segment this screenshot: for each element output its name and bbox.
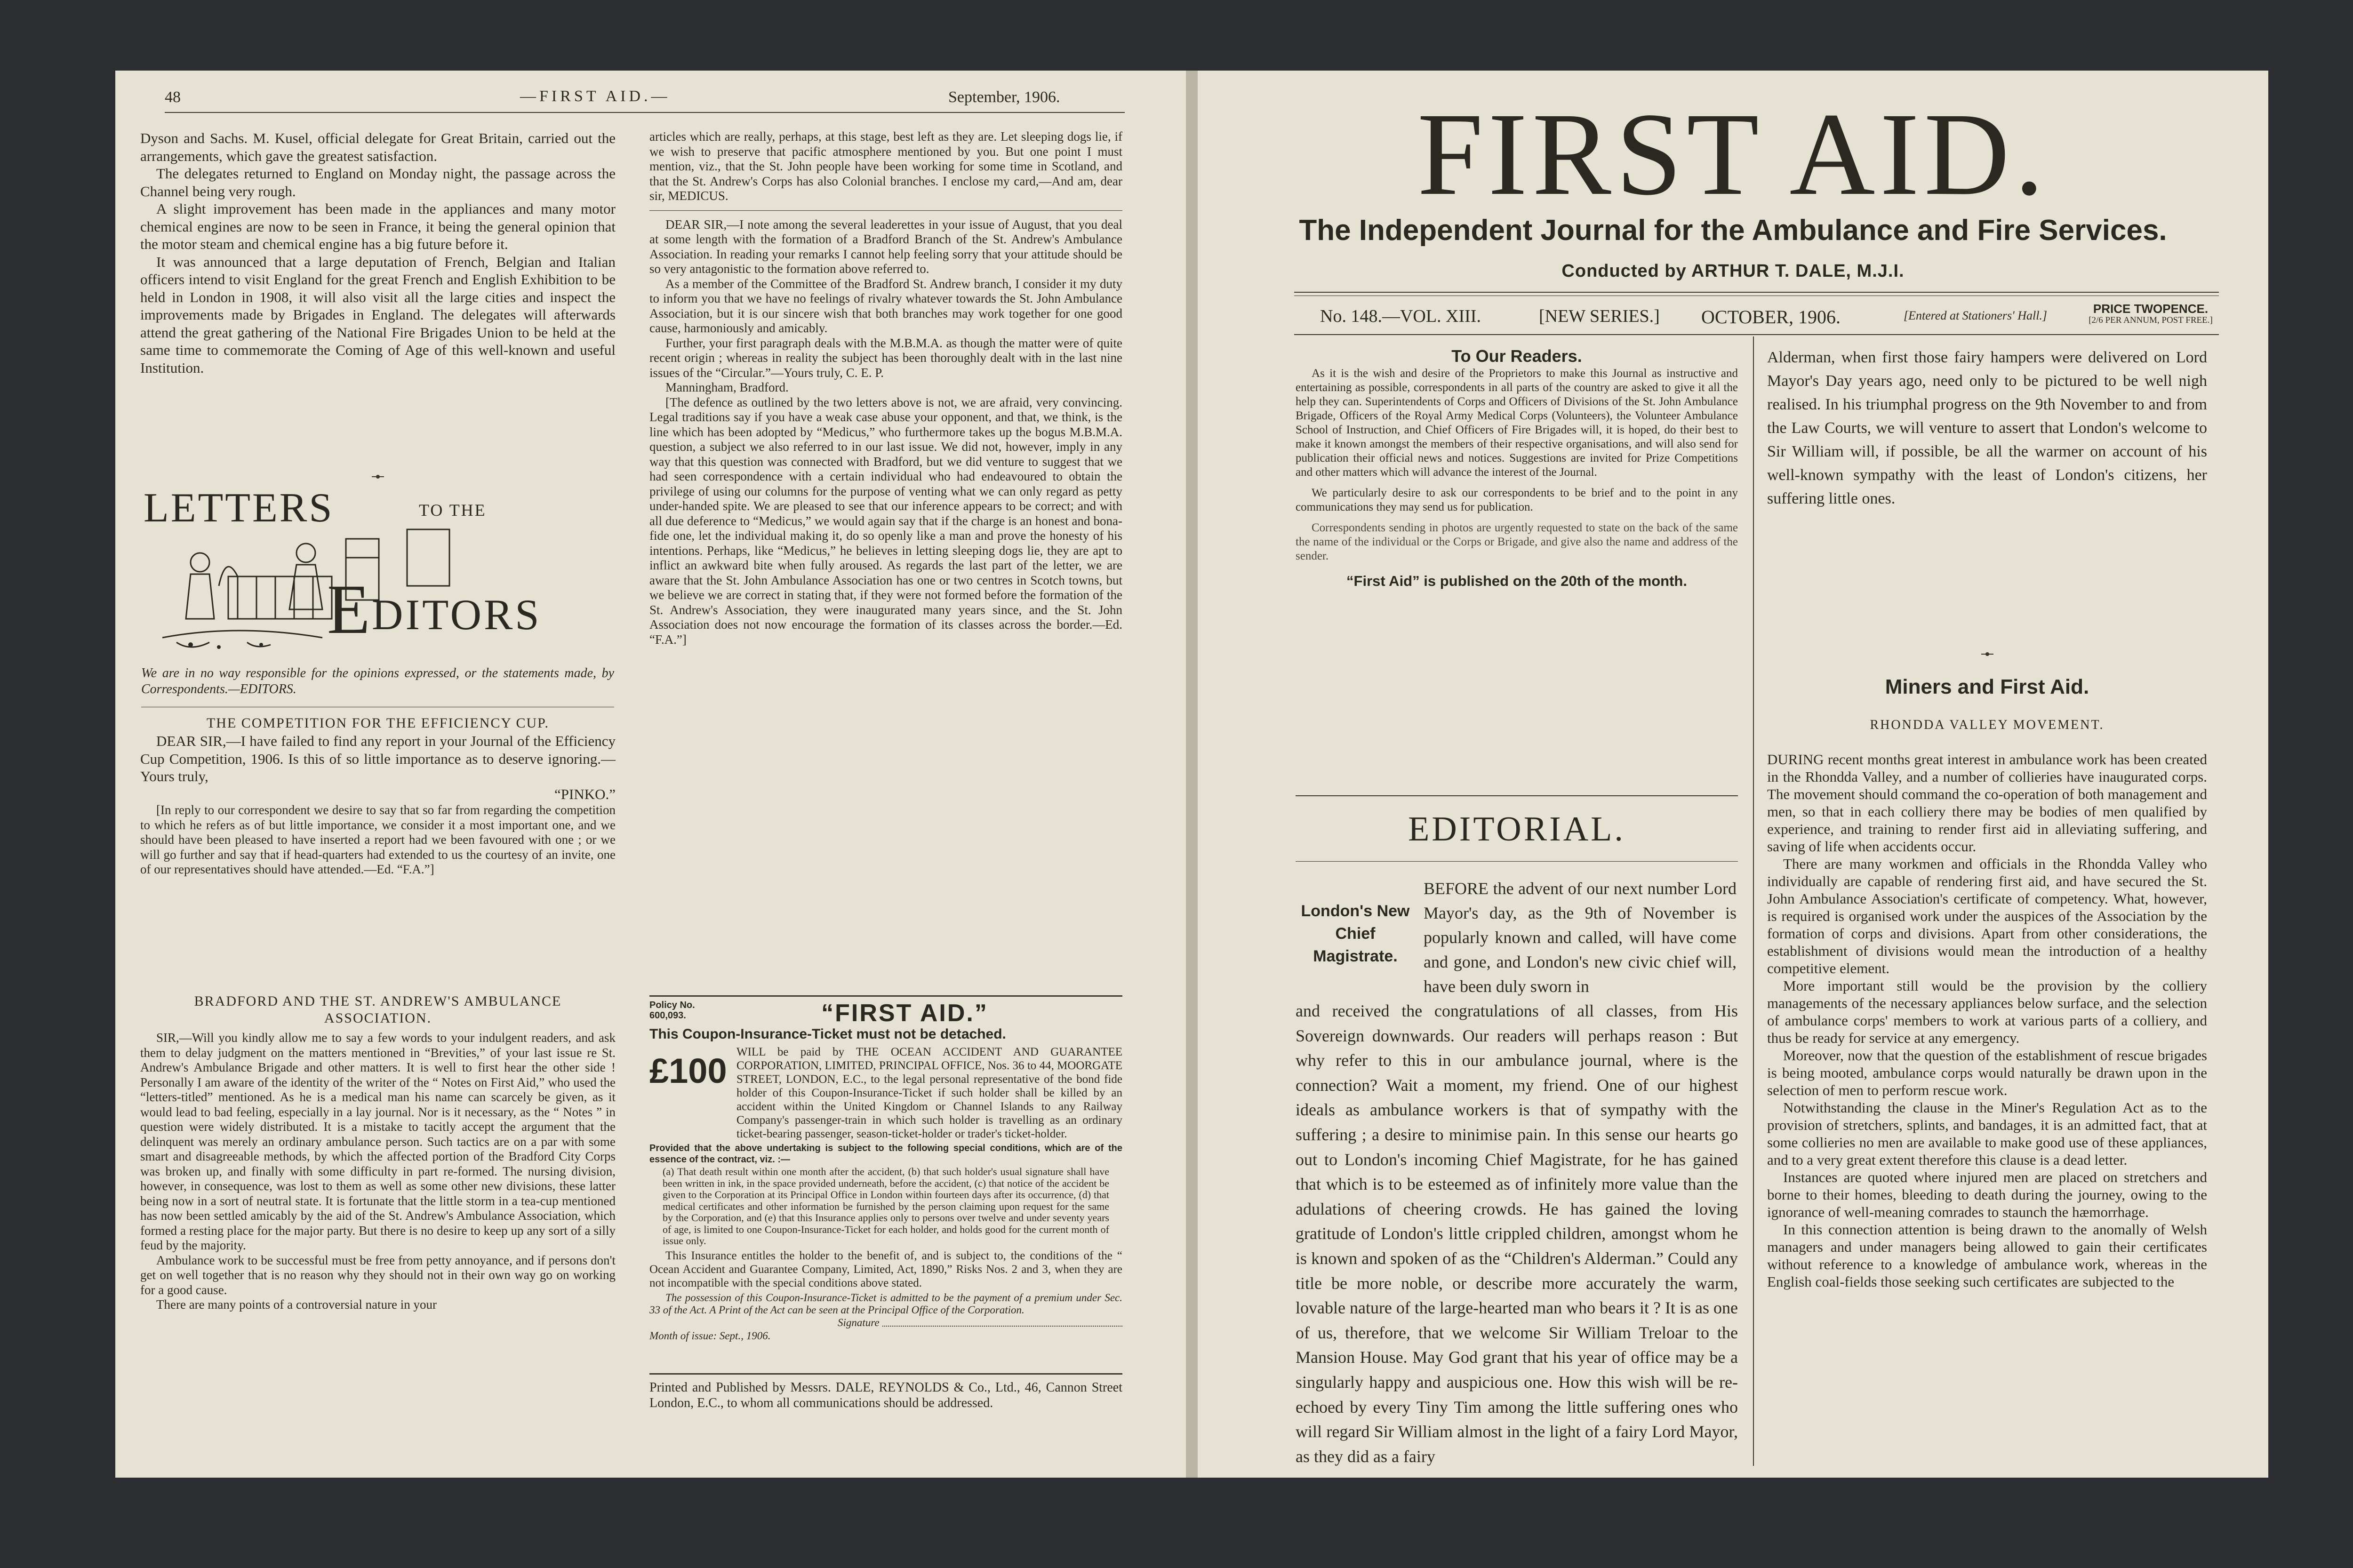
paragraph: More important still would be the provision by the colliery managements of the necessary appliances below surface, and the selection of ambulance corps' members to work at various parts of a colliery, and thus be ready for service at any emergency. [1767, 977, 2207, 1046]
series: [NEW SERIES.] [1539, 306, 1660, 326]
paragraph: Instances are quoted where injured men are placed on stretchers and borne to their homes, bleeding to death during the journey, owing to the ignorance of well-meaning comrades to staunch the hæmorrhage. [1767, 1169, 2207, 1220]
paragraph: There are many workmen and officials in the Rhondda Valley who individually are capable of rendering first aid, and have secured the St. John Ambulance Association's certificate of competency. What, however, is required is organised work under the auspices of the Association by the formation of corps and divisions. Apart from other considerations, the establishment of divisions would mean the introduction of a healthy competitive element. [1767, 856, 2207, 976]
left-column-1 [140, 129, 616, 376]
divider-rule [649, 210, 1122, 211]
paragraph: The delegates returned to England on Monday night, the passage across the Channel being very rough. [140, 165, 616, 200]
section-heading: BRADFORD AND THE ST. ANDREW'S AMBULANCE ASSOCIATION. [194, 993, 562, 1026]
paragraph: SIR,—Will you kindly allow me to say a few words to your indulgent readers, and ask them to delay judgment on the matters mentioned in “Brevities,” of your last issue re St. Andrew's Ambulance Brigade and other matters. It is well to first hear the other side ! Personally I am aware of the identity of the writer of the “ Notes on First Aid,” who used the “letters-titled” mentioned. As he is a medical man his name can scarcely be given, as it would lead to bad feeling, especially in a lay journal. Nor is it necessary, as the “ Notes ” in question were widely distributed. It is a mistake to tacitly accept the argument that the delinquent was merely an ordinary ambulance person. Such tactics are on a par with some smart and disagreeable methods, by which the affected portion of the Bradford City Corps was broken up, and finally with some difficulty in part re-formed. The nursing division, however, in consequence, was lost to them as well as some other new divisions, these latter being now in a sort of neutral state. It is fortunate that the little storm in a tea-cup mentioned has now been settled amicably by the aid of the St. Andrew's Ambulance Association, which formed a resting place for the major party. But there is no desire to keep up any sort of a silly feud by the majority. [140, 1031, 616, 1252]
policy-number: Policy No. 600,093. [649, 1000, 695, 1021]
coupon-body: WILL be paid by THE OCEAN ACCIDENT AND GUARANTEE CORPORATION, LIMITED, PRINCIPAL OFFICE, Nos. 36 to 44, MOORGATE STREET, LONDON, E.C., to the legal personal representative of the bond fide holder of this Coupon-Insurance-Ticket if such holder shall be killed by an accident within the United Kingdom or Channel Islands to any Railway Company's passenger-train in which such holder is travelling as an ordinary ticket-bearing passenger, season-ticket-holder or trader's ticket-holder. [736, 1046, 1122, 1140]
coupon-entitles: This Insurance entitles the holder to the benefit of, and is subject to, the conditions of the “ Ocean Accident and Guarantee Company, Limited, Act, 1890,” Risks Nos. 2 and 3, when they are not incompatible with the special conditions above stated. [649, 1249, 1122, 1289]
masthead-rule [1294, 292, 2219, 293]
coupon-conditions: (a) That death result within one month after the accident, (b) that such holder's usual signature shall have been written in ink, in the space provided underneath, before the accident, (c) that notice of the accident be given to the Corporation at its Principal Office in London within fourteen days after its occurrence, (d) that medical certificates and other information be furnished by the person claiming upon request for the same by the Corporation, and (e) that this Insurance applies only to persons over twelve and under seventy years of age, is limited to one Coupon-Insurance-Ticket for each holder, and holds good for the current month of issue only. [663, 1166, 1109, 1247]
editors-disclaimer: We are in no way responsible for the opinions expressed, or the statements made, by Correspondents.—EDITORS. [141, 666, 614, 696]
editorial-continuation: Alderman, when first those fairy hampers were delivered on Lord Mayor's Day years ago, need only to be pictured to be well nigh realised. In his triumphal progress on the 9th November to and from the Law Courts, we will venture to assert that London's welcome to Sir William will, if possible, be all the warmer on account of his well-known sympathy with the least of London's citizens, her suffering little ones. [1767, 349, 2207, 507]
letters-heading: LETTERS [144, 485, 334, 531]
left-column-2 [649, 129, 1122, 647]
coupon-month: Month of issue: Sept., 1906. [649, 1329, 771, 1342]
issue-number: No. 148.—VOL. XIII. [1320, 306, 1481, 326]
coupon-provided: Provided that the above undertaking is subject to the following special conditions, which are of the essence of the contract, viz. :— [649, 1143, 1122, 1165]
page-number: 48 [165, 88, 181, 106]
coupon-possession: The possession of this Coupon-Insurance-Ticket is admitted to be the payment of a premium under Sec. 33 of the Act. A Print of the Act can be seen at the Principal Office of the Corporation. [649, 1291, 1122, 1316]
paragraph: Ambulance work to be successful must be free from petty annoyance, and if persons don't get on well together that is no reason why they should not in their own way go on working for a good cause. [140, 1253, 616, 1297]
conducted-by: Conducted by ARTHUR T. DALE, M.J.I. [1561, 261, 1905, 281]
paragraph: As it is the wish and desire of the Proprietors to make this Journal as instructive and entertaining as possible, correspondents in all parts of the country are asked to give it all the help they can. Superintendents of Corps and Officers of Divisions of the St. John Ambulance Brigade, Officers of the Royal Army Medical Corps (Volunteers), the Volunteer Ambulance School of Instruction, and Chief Officers of Fire Brigades will, it is hoped, do their best to make it known amongst the members of their respective organisations, and will also send for publication their official news and notices. Suggestions are invited for Prize Competitions and other matters which will advance the interest of the Journal. [1296, 367, 1738, 479]
journal-subtitle: The Independent Journal for the Ambulance and Fire Services. [1299, 214, 2167, 247]
right-page [1198, 71, 2268, 1478]
letters-heading-initial: E [327, 570, 370, 648]
paragraph: We particularly desire to ask our correspondents to be brief and to the point in any communications they may send us for publication. [1296, 487, 1738, 513]
editorial-heading: EDITORIAL. [1408, 810, 1625, 848]
price-annual: [2/6 PER ANNUM, POST FREE.] [2089, 315, 2213, 325]
paragraph: [The defence as outlined by the two letters above is not, we are afraid, very convincing. Legal traditions say if you have a weak case abuse your opponent, and that, we think, is the line which has been adopted by “Medicus,” who furthermore takes up the bogus M.B.M.A. question, a subject we also referred to in our last issue. We did not, however, imply in any way that this question was connected with Bradford, but we did venture to suggest that we had seen correspondence with a certain individual who had endeavoured to obtain the privilege of using our columns for the purpose of venting what we can only regard as petty under-handed spite. We are pleased to see that our inference appears to be correct; and with all due deference to “Medicus,” we would again say that if the charge is an honest and bona-fide one, let the individual making it, do so openly like a man and prove the honesty of his intentions. Perhaps, like “Medicus,” he believes in letting sleeping dogs lie, they are apt to inflict an awkward bite when fully aroused. As regards the last part of the letter, we are aware that the St. John Ambulance Association has one or two centres in Scotch towns, but we believe we are correct in stating that, if they were not formed before the formation of the St. Andrew's Association, they were inaugurated many years since, and the St. John Association does not now encourage the formation of its classes across the border.—Ed. “F.A.”] [649, 395, 1122, 647]
paragraph: DEAR SIR,—I have failed to find any report in your Journal of the Efficiency Cup Competition, 1906. Is this of so little importance as to deserve ignoring.—Yours truly, [140, 733, 616, 784]
signature-label: Signature [838, 1316, 880, 1328]
issue-rule [1294, 334, 2219, 335]
running-title: —FIRST AID.— [520, 88, 671, 105]
section-heading: THE COMPETITION FOR THE EFFICIENCY CUP. [206, 715, 550, 731]
publication-note: “First Aid” is published on the 20th of the month. [1346, 573, 1687, 589]
coupon-title: “FIRST AID.” [821, 1000, 988, 1027]
letters-heading-mid: TO THE [419, 501, 487, 520]
coupon-subtitle: This Coupon-Insurance-Ticket must not be detached. [649, 1026, 1006, 1042]
issue-line [1294, 302, 2219, 330]
paragraph: Manningham, Bradford. [665, 380, 789, 394]
issue-month: OCTOBER, 1906. [1701, 306, 1841, 328]
coupon-top-rule [649, 995, 1122, 997]
section-heading: To Our Readers. [1451, 346, 1582, 366]
page-gutter [1186, 71, 1198, 1478]
miners-subheading: RHONDDA VALLEY MOVEMENT. [1870, 718, 2105, 732]
coupon-bottom-rule [649, 1373, 1122, 1375]
header-rule [165, 112, 1125, 113]
coupon-signature-line[interactable] [649, 1316, 1122, 1329]
letters-to-editors-illustration [144, 482, 614, 661]
paragraph: In this connection attention is being drawn to the anomally of Welsh managers and under managers being allowed to gain their certificates without reference to a knowledge of ambulance work, whereas in the English coal-fields those seeking such certificates are subjected to the [1767, 1221, 2207, 1290]
paragraph: articles which are really, perhaps, at this stage, best left as they are. Let sleeping dogs lie, if we wish to preserve that pacific atmosphere mentioned by you. But one point I must mention, viz., that the St. John people have been working for some time in Scotland, and that the St. Andrew's Corps has also Colonial branches. I enclose my card,—And am, dear sir, MEDICUS. [649, 129, 1122, 203]
paragraph: It was announced that a large deputation of French, Belgian and Italian officers intend to visit England for the great French and English Exhibition to be held in London in 1908, it will also visit all the large cities and inspect the improvements made by Brigades in England. The delegates will afterwards attend the great gathering of the National Fire Brigades Union to be held at the same time to commemorate the Coming of Age of this well-known and useful Institution. [140, 253, 616, 376]
bradford-letter [140, 993, 616, 1312]
letters-heading-right: DITORS [372, 591, 542, 639]
coupon-amount: £100 [649, 1051, 727, 1090]
price: PRICE TWOPENCE. [2093, 302, 2209, 316]
paragraph: Notwithstanding the clause in the Miner's Regulation Act as to the provision of stretchers, splints, and bandages, it is an admitted fact, that at some collieries no men are available to make good use of these appliances, and to a very great extent therefore this clause is a dead letter. [1767, 1099, 2207, 1168]
paragraph: There are many points of a controversial nature in your [156, 1297, 437, 1312]
entered-note: [Entered at Stationers' Hall.] [1904, 309, 2048, 322]
column-rule [1753, 336, 1754, 1466]
printed-by: Printed and Published by Messrs. DALE, REYNOLDS & Co., Ltd., 46, Cannon Street London, E.C., to whom all communications should be addressed. [649, 1380, 1122, 1410]
paragraph: Moreover, now that the question of the establishment of rescue brigades is being mooted, ambulance corps would naturally be drawn upon in the selection of men to perform rescue work. [1767, 1047, 2207, 1098]
editorial-opening: BEFORE the advent of our next number Lord Mayor's day, as the 9th of November is popularly known and called, will have come and gone, and London's new civic chief will, have been duly sworn in [1424, 879, 1737, 996]
paragraph: Further, your first paragraph deals with the M.B.M.A. as though the matter were of quite recent origin ; whereas in reality the subject has been thoroughly dealt with in the last nine issues of the “Circular.”—Yours truly, C. E. P. [649, 336, 1122, 380]
masthead: FIRST AID. [1417, 88, 2049, 220]
paragraph: As a member of the Committee of the Bradford St. Andrew branch, I consider it my duty to inform you that we have no feelings of rivalry whatever towards the St. John Ambulance Association, but it is our sincere wish that both branches may work together for one good cause, harmoniously and amicably. [649, 276, 1122, 335]
page-date: September, 1906. [948, 88, 1060, 106]
paragraph: Correspondents sending in photos are urgently requested to state on the back of the same the name of the individual or the Corps or Brigade, and give also the name and address of the sender. [1296, 521, 1738, 562]
editorial-side-caption: London's New Chief Magistrate. [1301, 902, 1410, 965]
miners-article [1767, 751, 2207, 1290]
efficiency-cup-letter [140, 714, 616, 877]
divider-rule [1296, 795, 1738, 796]
signature: “PINKO.” [554, 785, 616, 802]
editorial-body: and received the congratulations of all classes, from His Sovereign downwards. Our readers will perhaps reason : But why refer to this in our ambulance journal, where is the connection? Wait a moment, my friend. One of our highest ideals as ambulance workers is that of sympathy with the suffering ; a desire to minimise pain. In this sense our hearts go out to London's incoming Chief Magistrate, for he has gained that which is to be esteemed as of infinitely more value than the adulations of cheering crowds. He has gained the loving gratitude of London's little crippled children, amongst whom he is known and spoken of as the “Children's Alderman.” Could any title be more noble, or describe more accurately the warm, lovable nature of the large-hearted man who bears it ? It is as one of us, therefore, that we welcome Sir William Treloar to the Mansion House. May God grant that his year of office may be a singularly happy and auspicious one. How this wish will be re-echoed by every Tiny Tim among the little suffering ones who will regard Sir William almost in the light of a fairy Lord Mayor, as they did as a fairy [1296, 1001, 1738, 1466]
signature-field[interactable] [882, 1316, 1122, 1327]
paragraph: DEAR SIR,—I note among the several leaderettes in your issue of August, that you deal at some length with the formation of a Bradford Branch of the St. Andrew's Ambulance Association. In reading your remarks I cannot help feeling sorry that your attitude should be so very antagonistic to the formation above referred to. [649, 217, 1122, 276]
section-divider [372, 474, 384, 479]
paragraph: DURING recent months great interest in ambulance work has been created in the Rhondda Valley, and a number of collieries have inaugurated corps. The movement should command the co-operation of both management and men, so that in each colliery there may be bodies of men qualified by experience, and training to render first aid in alleviating suffering, and saving of life when accidents occur. [1767, 751, 2207, 855]
left-page [115, 71, 1186, 1478]
to-our-readers [1296, 346, 1738, 590]
divider-rule [1296, 861, 1738, 862]
paragraph: [In reply to our correspondent we desire to say that so far from regarding the competition to which he refers as of but little importance, we consider it a most important one, and we should have been pleased to have inserted a report had we been favoured with one ; or we will go further and say that if head-quarters had extended to us the courtesy of an invite, one of our representatives should have attended.—Ed. “F.A.”] [140, 803, 616, 876]
paragraph: A slight improvement has been made in the appliances and many motor chemical engines are now to be seen in France, it being the general opinion that the motor steam and chemical engine has a big future before it. [140, 200, 616, 252]
miners-heading: Miners and First Aid. [1885, 675, 2089, 698]
section-divider [1981, 652, 1993, 656]
paragraph: Dyson and Sachs. M. Kusel, official delegate for Great Britain, carried out the arrangements, which gave the greatest satisfaction. [140, 130, 616, 164]
insurance-coupon [649, 1000, 1122, 1343]
